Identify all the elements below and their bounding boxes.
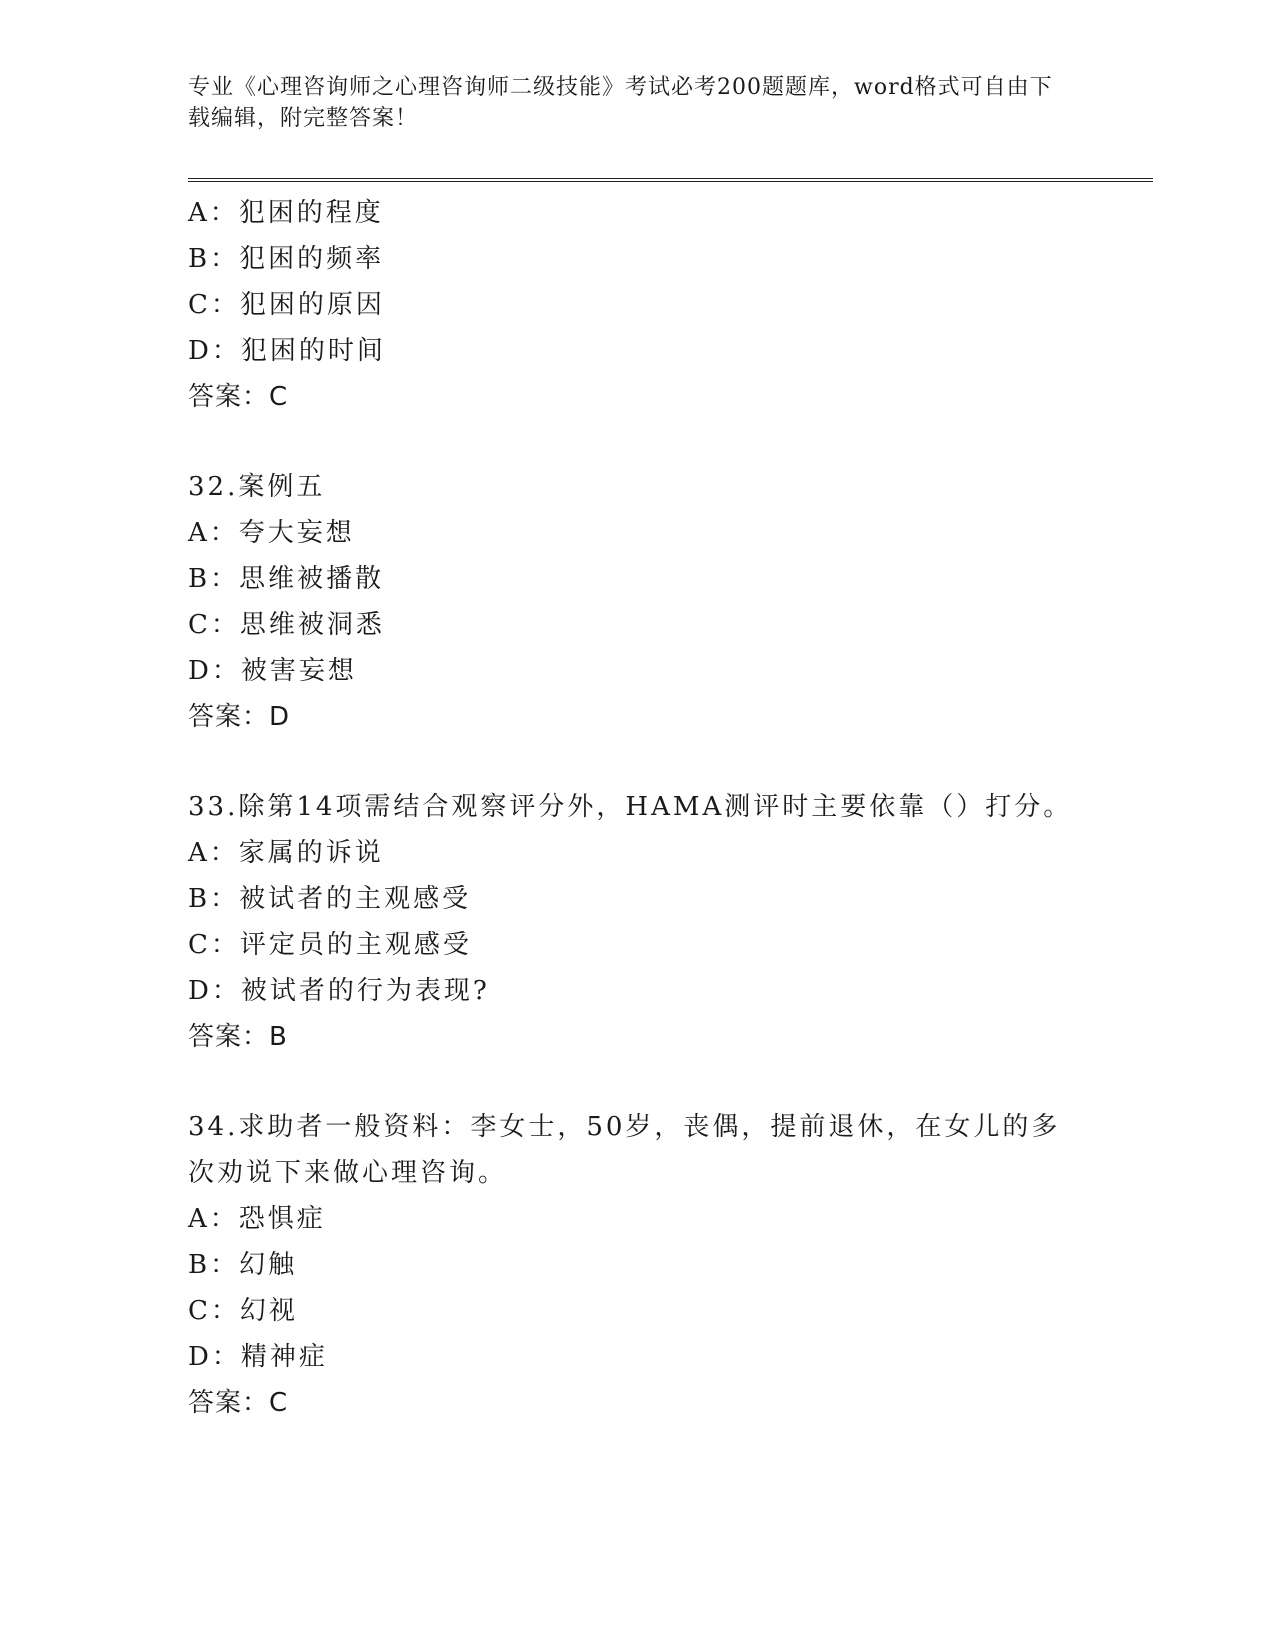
option-c: C：评定员的主观感受 (188, 930, 472, 960)
question-stem: 34.求助者一般资料：李女士，50岁，丧偶，提前退休，在女儿的多次劝说下来做心理咨询。 (188, 1112, 1061, 1188)
question-block (188, 784, 1088, 1060)
header-divider (188, 178, 1153, 182)
question-block (188, 190, 1088, 420)
option-b: B：思维被播散 (188, 564, 385, 594)
question-list (188, 190, 1088, 1470)
answer-line: 答案：D (188, 702, 291, 732)
answer-line: 答案：B (188, 1022, 288, 1052)
question-block (188, 464, 1088, 740)
question-block (188, 1104, 1088, 1426)
answer-line: 答案：C (188, 1388, 289, 1418)
option-d: D：被害妄想 (188, 656, 357, 686)
option-d: D：犯困的时间 (188, 336, 386, 366)
document-header: 专业《心理咨询师之心理咨询师二级技能》考试必考200题题库，word格式可自由下载编辑，附完整答案！ (188, 75, 1053, 131)
option-c: C：幻视 (188, 1296, 298, 1326)
option-b: B：被试者的主观感受 (188, 884, 472, 914)
answer-line: 答案：C (188, 382, 289, 412)
option-a: A：家属的诉说 (188, 838, 384, 868)
option-a: A：夸大妄想 (188, 518, 355, 548)
question-stem: 33.除第14项需结合观察评分外，HAMA测评时主要依靠（）打分。 (188, 792, 1073, 822)
option-a: A：犯困的程度 (188, 198, 384, 228)
option-a: A：恐惧症 (188, 1204, 326, 1234)
option-b: B：幻触 (188, 1250, 298, 1280)
question-stem: 32.案例五 (188, 472, 326, 502)
option-d: D：被试者的行为表现? (188, 976, 490, 1006)
option-b: B：犯困的频率 (188, 244, 385, 274)
option-c: C：思维被洞悉 (188, 610, 385, 640)
option-c: C：犯困的原因 (188, 290, 385, 320)
option-d: D：精神症 (188, 1342, 328, 1372)
